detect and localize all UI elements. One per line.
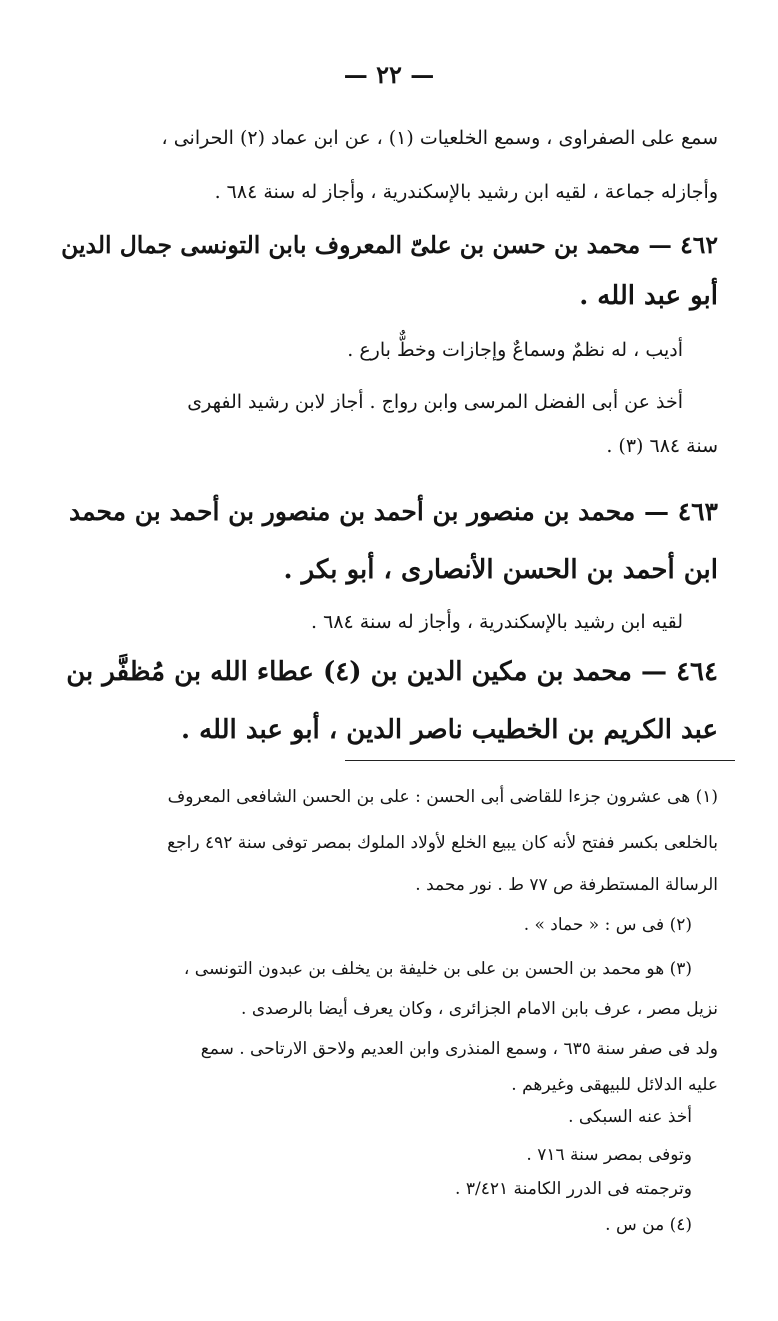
footnote-3-line-4: عليه الدلائل للبيهقى وغيرهم . <box>511 1075 718 1095</box>
continuation-line-1: سمع على الصفراوى ، وسمع الخلعيات (١) ، عن ابن عماد (٢) الحرانى ، <box>161 127 718 149</box>
footnote-3-line-1: (٣) هو محمد بن الحسن بن على بن خليفة بن يخلف بن عبدون التونسى ، <box>183 959 692 979</box>
entry-463-heading-line-2: ابن أحمد بن الحسن الأنصارى ، أبو بكر . <box>283 555 718 585</box>
entry-463-text-line-1: لقيه ابن رشيد بالإسكندرية ، وأجاز له سنة ٦٨٤ . <box>311 611 683 633</box>
entry-464-heading-line-2: عبد الكريم بن الخطيب ناصر الدين ، أبو عبد الله . <box>180 715 718 745</box>
continuation-line-2: وأجازله جماعة ، لقيه ابن رشيد بالإسكندرية ، وأجاز له سنة ٦٨٤ . <box>214 181 718 203</box>
footnote-3-line-7: وترجمته فى الدرر الكامنة ٣/٤٢١ . <box>455 1179 692 1199</box>
entry-463-heading-line-1: ٤٦٣ — محمد بن منصور بن أحمد بن منصور بن أحمد بن محمد <box>68 497 718 526</box>
entry-462-text-line-2: أخذ عن أبى الفضل المرسى وابن رواج . أجاز لابن رشيد الفهرى <box>187 391 683 413</box>
footnote-1-line-2: بالخلعى بكسر ففتح لأنه كان يبيع الخلع لأولاد الملوك بمصر توفى سنة ٤٩٢ راجع <box>167 833 718 853</box>
entry-462-text-line-1: أديب ، له نظمٌ وسماعٌ وإجازات وخطٌّ بارع . <box>347 339 683 361</box>
entry-464-heading-line-1: ٤٦٤ — محمد بن مكين الدين بن (٤) عطاء الله بن مُظفَّر بن <box>66 657 718 687</box>
entry-462-heading-line-2: أبو عبد الله . <box>579 281 718 311</box>
footnote-1-line-3: الرسالة المستطرفة ص ٧٧ ط . نور محمد . <box>415 875 718 895</box>
footnote-3-line-2: نزيل مصر ، عرف بابن الامام الجزائرى ، وكان يعرف أيضا بالرصدى . <box>241 999 718 1019</box>
footnote-2: (٢) فى س : « حماد » . <box>523 915 692 935</box>
footnote-3-line-6: وتوفى بمصر سنة ٧١٦ . <box>526 1145 692 1165</box>
footnote-4: (٤) من س . <box>605 1215 692 1235</box>
entry-462-text-line-3: سنة ٦٨٤ (٣) . <box>606 435 718 457</box>
footnote-3-line-5: أخذ عنه السبكى . <box>568 1107 692 1127</box>
footnote-divider <box>345 760 735 761</box>
entry-462-heading-line-1: ٤٦٢ — محمد بن حسن بن علىّ المعروف بابن التونسى جمال الدين <box>61 231 718 259</box>
page-number: — ٢٢ — <box>343 60 435 89</box>
footnote-3-line-3: ولد فى صفر سنة ٦٣٥ ، وسمع المنذرى وابن العديم ولاحق الارتاحى . سمع <box>200 1039 718 1059</box>
footnote-1-line-1: (١) هى عشرون جزءا للقاضى أبى الحسن : على بن الحسن الشافعى المعروف <box>167 787 718 807</box>
